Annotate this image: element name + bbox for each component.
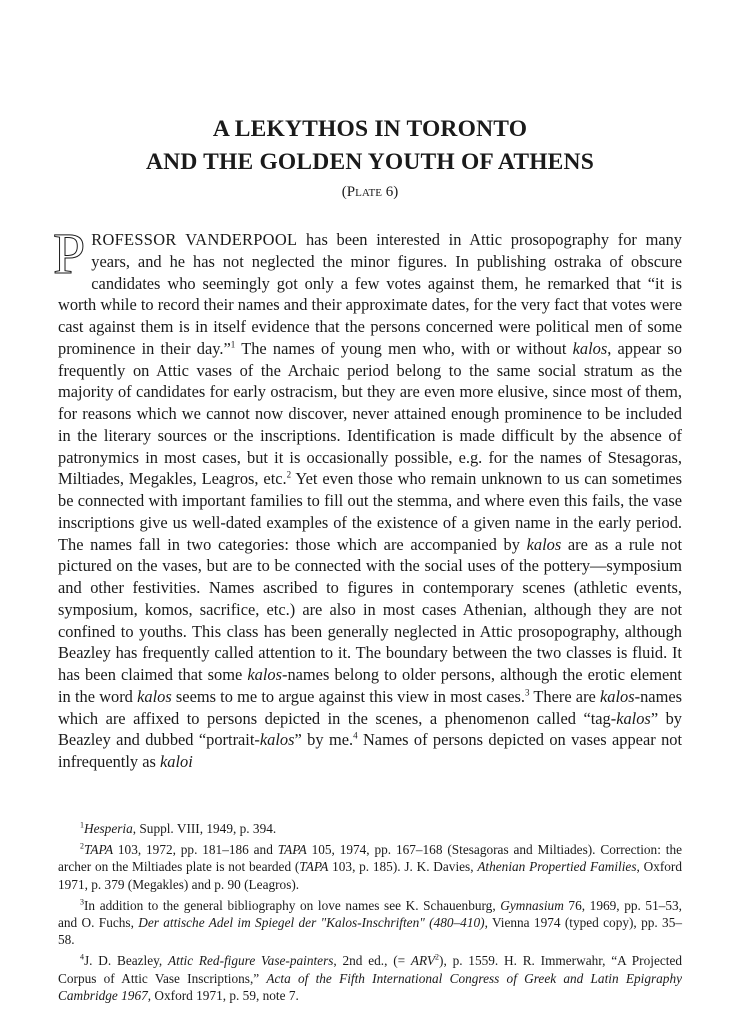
superscript: 2 [435,953,440,962]
italic-term: kalos [137,686,172,706]
journal-title: TAPA [84,842,114,858]
text-segment: has been interested in Attic prosopography for many years, and he has not neglected the minor figures. In publishing ostraka of obscure candidates who seemingly got only a few votes against them, he remarked that “it is worth while to record their names and their approximate dates, for the very fact that votes were cast against them is in itself evidence that the persons concerned were political men of some prominence in their day.” [58,230,682,358]
italic-term: kalos [259,730,295,750]
text-segment: The names of young men who, with or without [235,338,573,358]
footnote-ref-4: 4 [353,730,358,741]
footnote-4 [58,952,682,1004]
paragraph-1 [53,221,683,773]
footnote-text: 105, 1974, pp. 167–168 (Stesagoras and Miltiades). Correction: the archer on the Miltiades plate is not bearded ( [58,842,682,875]
text-segment: are as a rule not pictured on the vases, but are to be connected with the social uses of the pottery—symposium and other festivities. Names ascribed to figures in contemporary scenes (athletic events, symposium, komos, sacrifice, etc.) are also in most cases Athenian, although they are not confined to youths. This class has been generally neglected in Attic prosopography, although Beazley has frequently called attention to it. The boundary between the two classes is fluid. It has been claimed that some [58,534,682,684]
italic-term: kalos [600,686,635,706]
abbreviation: ARV [410,953,436,969]
footnote-number: 4 [80,953,84,962]
article-title-line-2: AND THE GOLDEN YOUTH OF ATHENS [145,149,594,175]
book-title: Athenian Propertied Families [477,859,637,875]
footnote-ref-1: 1 [230,339,236,350]
footnote-number: 2 [80,841,84,851]
footnote-number: 3 [80,897,84,907]
italic-term: kalos [247,665,282,684]
footnote-text: , Suppl. VIII, 1949, p. 394. [132,821,277,836]
footnote-ref-2: 2 [286,469,292,480]
footnote-text: , 2nd ed., (= [333,953,411,969]
text-segment: Yet even those who remain unknown to us can sometimes be connected with important families to fill out the stemma, and where even this fails, the vase inscriptions give us well-dated examples of the existence of a given name in the early period. The names fall in two categories: those which are accompanied by [58,469,682,554]
text-segment: seems to me to argue against this view in most cases. [171,686,525,706]
drop-cap: P [53,221,86,286]
footnote-ref-3: 3 [524,687,530,698]
book-title: Attic Red-figure Vase-painters [168,953,334,969]
footnote-text: 103, p. 185). J. K. Davies, [328,859,478,875]
text-segment: ” by Beazley and dubbed “portrait- [58,708,682,750]
italic-term: kalos [572,338,608,358]
text-segment: -names which are affixed to persons depicted in the scenes, a phenomenon called “tag- [58,686,682,728]
book-title: Der attische Adel im Spiegel der "Kalos-Inschriften" (480–410) [138,915,485,931]
book-title: Acta of the Fifth International Congress of Greek and Latin Epigraphy Cambridge 1967 [58,970,682,1003]
text-segment: There are [529,686,601,706]
plate-label: (Plate 6) [341,184,399,200]
footnote-text: , Vienna 1974 (typed copy), pp. 35–58. [58,915,682,948]
journal-title: Gymnasium [500,897,564,913]
footnote-text: 103, 1972, pp. 181–186 and [113,842,278,858]
body-paragraph [53,221,683,773]
footnote-text: ), p. 1559. H. R. Immerwahr, “A Projected Corpus of Attic Vase Inscriptions,” [58,953,682,986]
footnote-2 [58,841,682,893]
text-segment: , appear so frequently on Attic vases of the Archaic period belong to the same social stratum as the majority of candidates for early ostracism, but they are even more elusive, since most of them, for reasons which we cannot now discover, never attained enough prominence to be included in the literary sources or the inscriptions. Identification is made difficult by the absence of patronymics in most cases, but it is occasionally possible, e.g. for the names of Stesagoras, Miltiades, Megakles, Leagros, etc. [58,338,683,489]
text-segment: ” by me. [294,730,354,750]
footnote-number: 1 [80,820,84,830]
article-title-line-1: A LEKYTHOS IN TORONTO [212,116,528,142]
footnote-text: J. D. Beazley, [84,953,169,969]
footnote-text: , Oxford 1971, p. 59, note 7. [147,987,299,1003]
footnote-1 [58,820,682,837]
italic-term: kalos [616,708,651,728]
footnote-text: , Oxford 1971, p. 379 (Megakles) and p. 90 (Leagros). [58,859,682,892]
opening-caps: ROFESSOR VANDERPOOL [91,230,298,249]
italic-term: kalos [526,534,562,554]
footnote-text: 76, 1969, pp. 51–53, and O. Fuchs, [58,897,682,931]
plate-reference [58,184,682,201]
footnote-3 [58,897,682,949]
footnote-text: In addition to the general bibliography on love names see K. Schauenburg, [84,897,501,913]
italic-term: kaloi [159,752,193,771]
journal-title: TAPA [277,842,307,858]
text-segment: Names of persons depicted on vases appear not infrequently as [58,730,683,771]
journal-title: TAPA [299,859,329,875]
journal-title: Hesperia [84,821,133,836]
text-segment: -names belong to older persons, although the erotic element in the word [58,665,682,706]
footnotes [58,820,682,1004]
